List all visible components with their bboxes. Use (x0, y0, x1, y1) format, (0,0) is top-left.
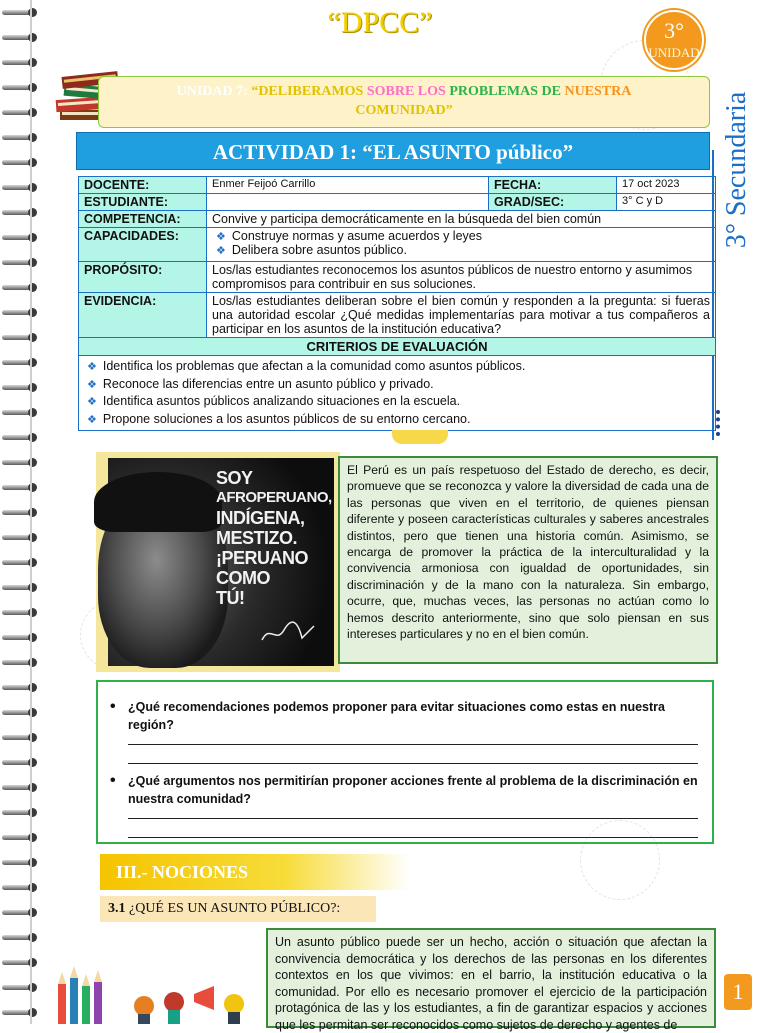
grade-unit: UNIDAD (648, 45, 700, 60)
poster-line: COMO (216, 568, 270, 588)
spiral-ring (2, 658, 38, 667)
spiral-ring (2, 108, 38, 117)
table-row (79, 194, 716, 211)
unit-prefix: UNIDAD 7: (176, 84, 248, 99)
spiral-ring (2, 708, 38, 717)
competencia-value: Convive y participa democráticamente en la búsqueda del bien común (207, 211, 716, 228)
unit-word: SOBRE LOS (366, 84, 446, 99)
diamond-bullet-icon: ❖ (216, 231, 226, 243)
activity-title: ACTIVIDAD 1: “EL ASUNTO público” (76, 132, 710, 170)
table-row (79, 356, 716, 431)
unit-word: “DELIBERAMOS (251, 84, 364, 99)
spiral-ring (2, 158, 38, 167)
spiral-ring (2, 633, 38, 642)
reading-box: El Perú es un país respetuoso del Estado de derecho, es decir, promueve que se reconozca y valore la diversidad de cada una de las personas que viven en el territorio, de quienes piensan diferente y poseen características culturales y saberes ancestrales distintos, pero que tienen una historia común. Asimismo, se encarga de promover la práctica de la interculturalidad y la convivencia armoniosa con igualdad de oportunidades, sin discriminación y de la mano con la naturaleza. Sin embargo, ocurre, que, muchas veces, las personas no actúan como lo hemos descrito anteriormente, sino que solo piensan en sus intereses particulares y no en el bien común. (338, 456, 718, 664)
sub-heading-number: 3.1 (108, 901, 126, 916)
pencils-icon (54, 964, 264, 1024)
main-title: “DPCC” (327, 6, 433, 39)
side-dots (716, 410, 724, 436)
spiral-ring (2, 283, 38, 292)
spiral-ring (2, 333, 38, 342)
spiral-ring (2, 433, 38, 442)
answer-line[interactable] (128, 744, 698, 745)
table-row (79, 211, 716, 228)
diamond-bullet-icon: ❖ (87, 413, 97, 426)
vertical-title (712, 70, 762, 270)
answer-line[interactable] (128, 818, 698, 819)
questions-box (96, 680, 714, 844)
spiral-ring (2, 383, 38, 392)
capacidades-label: CAPACIDADES: (79, 228, 207, 262)
docente-value: Enmer Feijoó Carrillo (207, 177, 489, 194)
spiral-binding (0, 0, 40, 1024)
spiral-ring (2, 808, 38, 817)
poster-line: SOY (216, 468, 253, 488)
spiral-ring (2, 83, 38, 92)
spiral-ring (2, 33, 38, 42)
spiral-ring (2, 933, 38, 942)
grade-number: 3° (664, 18, 684, 43)
diamond-bullet-icon: ❖ (87, 378, 97, 391)
spiral-ring (2, 233, 38, 242)
unit-word: COMUNIDAD” (355, 103, 453, 118)
reading-box-2: Un asunto público puede ser un hecho, acción o situación que afectan la convivencia democrática y los derechos de las personas en los diferentes contextos en los que vivimos: en el barrio, la institución educativa o la comunidad. Por ello es necesario promover el ejercicio de la participación protagónica de las y los estudiantes, a fin de garantizar espacios y acciones que les permitan ser reconocidos como sujetos de derecho y agentes de (266, 928, 716, 1028)
spiral-ring (2, 58, 38, 67)
unit-word: NUESTRA (564, 84, 632, 99)
spiral-ring (2, 758, 38, 767)
spiral-ring (2, 733, 38, 742)
spiral-ring (2, 1008, 38, 1017)
spiral-ring (2, 358, 38, 367)
spiral-ring (2, 883, 38, 892)
spiral-ring (2, 133, 38, 142)
spiral-ring (2, 958, 38, 967)
diamond-bullet-icon: ❖ (216, 245, 226, 257)
spiral-ring (2, 8, 38, 17)
poster-line: MESTIZO. (216, 528, 297, 548)
section-title: III.- NOCIONES (100, 854, 410, 890)
hair-shape (94, 472, 222, 532)
proposito-label: PROPÓSITO: (79, 262, 207, 293)
estudiante-label: ESTUDIANTE: (79, 194, 207, 211)
docente-label: DOCENTE: (79, 177, 207, 194)
spiral-ring (2, 458, 38, 467)
diamond-bullet-icon: ❖ (87, 361, 97, 373)
competencia-label: COMPETENCIA: (79, 211, 207, 228)
evidencia-value: Los/las estudiantes deliberan sobre el bien común y responden a la pregunta: si fueras una autoridad escolar ¿Qué medidas implementarías para motivar a tus compañeros a participar en los asuntos de la institución educativa? (207, 293, 716, 338)
sub-heading-title: ¿QUÉ ES UN ASUNTO PÚBLICO?: (129, 901, 341, 916)
capacidad-item: Delibera sobre asuntos público. (231, 243, 407, 257)
spiral-ring (2, 983, 38, 992)
unit-title-box (98, 76, 710, 128)
spiral-ring (2, 908, 38, 917)
criterio-item: Identifica asuntos públicos analizando situaciones en la escuela. (102, 394, 461, 408)
fecha-value: 17 oct 2023 (617, 177, 716, 194)
gradsec-value: 3° C y D (617, 194, 716, 211)
spiral-ring (2, 183, 38, 192)
answer-line[interactable] (128, 837, 698, 838)
diamond-bullet-icon: ❖ (87, 396, 97, 408)
spiral-ring (2, 483, 38, 492)
poster-line: AFROPERUANO, (216, 489, 332, 506)
poster-text (216, 468, 332, 608)
poster-line: INDÍGENA, (216, 508, 305, 528)
spiral-ring (2, 583, 38, 592)
criterio-item: Reconoce las diferencias entre un asunto público y privado. (102, 376, 434, 391)
capacidad-item: Construye normas y asume acuerdos y leyes (231, 229, 482, 243)
page-edge (30, 0, 32, 1024)
signature-icon (258, 618, 318, 648)
table-row (79, 262, 716, 293)
spiral-ring (2, 208, 38, 217)
spiral-ring (2, 608, 38, 617)
sub-heading (100, 896, 376, 922)
info-table (78, 176, 716, 431)
poster-line: ¡PERUANO (216, 548, 309, 568)
criterio-item: Identifica los problemas que afectan a la comunidad como asuntos públicos. (102, 359, 526, 373)
spiral-ring (2, 858, 38, 867)
spiral-ring (2, 683, 38, 692)
estudiante-value[interactable] (207, 194, 489, 211)
table-row (79, 177, 716, 194)
spiral-ring (2, 558, 38, 567)
table-row (79, 293, 716, 338)
question-item: • ¿Qué recomendaciones podemos proponer para evitar situaciones como estas en nuestra región? (106, 698, 698, 734)
spiral-ring (2, 258, 38, 267)
poster-line: TÚ! (216, 588, 245, 608)
answer-line[interactable] (128, 763, 698, 764)
grade-badge (644, 10, 704, 70)
spiral-ring (2, 308, 38, 317)
vertical-title-text: 3° Secundaria (721, 91, 752, 249)
question-item: • ¿Qué argumentos nos permitirían proponer acciones frente al problema de la discriminación en nuestra comunidad? (106, 772, 698, 808)
poster-image (96, 452, 340, 672)
criterios-list (79, 356, 716, 431)
spiral-ring (2, 508, 38, 517)
unit-word: PROBLEMAS DE (449, 84, 561, 99)
table-row (79, 338, 716, 356)
criterios-title: CRITERIOS DE EVALUACIÓN (79, 338, 716, 356)
table-row (79, 228, 716, 262)
evidencia-label: EVIDENCIA: (79, 293, 207, 338)
spiral-ring (2, 408, 38, 417)
page-number: 1 (724, 974, 752, 1010)
fecha-label: FECHA: (489, 177, 617, 194)
gradsec-label: GRAD/SEC: (489, 194, 617, 211)
spiral-ring (2, 533, 38, 542)
poster-photo (108, 458, 334, 666)
spiral-ring (2, 833, 38, 842)
criterio-item: Propone soluciones a los asuntos públicos de su entorno cercano. (102, 411, 471, 426)
spiral-ring (2, 783, 38, 792)
capacidades-list (207, 228, 716, 262)
yellow-tab (392, 430, 448, 444)
proposito-value: Los/las estudiantes reconocemos los asuntos públicos de nuestro entorno y asumimos compromisos para contribuir en sus soluciones. (207, 262, 716, 293)
